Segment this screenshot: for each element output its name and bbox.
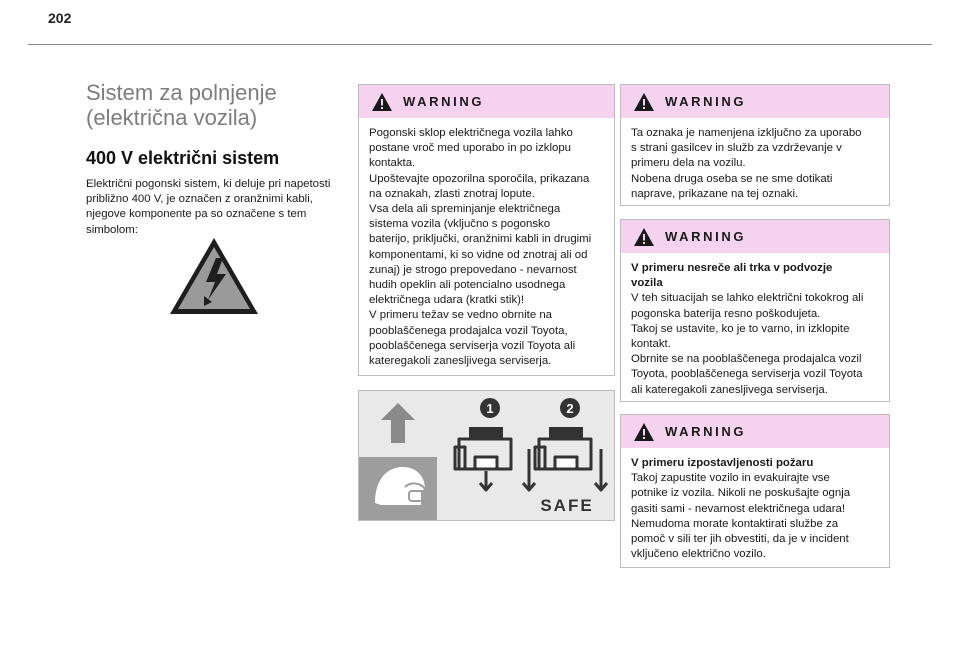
- warning-header: [621, 415, 889, 448]
- warning-triangle-icon: [633, 422, 655, 442]
- warning-box-hot-powertrain: [358, 84, 615, 376]
- step-1-number: 1: [486, 401, 494, 416]
- subsection-title: 400 V električni sistem: [86, 148, 280, 168]
- warning-triangle-icon: [371, 92, 393, 112]
- text-line: Takoj se ustavite, ko je to varno, in izklopite: [631, 322, 850, 335]
- safe-label: SAFE: [540, 496, 594, 515]
- text-line: pomoč v sili ter jih obvestiti, da je v incident: [631, 533, 849, 546]
- warning-heading-line: vozila: [631, 277, 663, 290]
- text-line: V teh situacijah se lahko električni tokokrog ali: [631, 292, 864, 305]
- warning-triangle-icon: [633, 92, 655, 112]
- warning-heading-line: V primeru nesreče ali trka v podvozje: [631, 262, 833, 274]
- text-line: zunaj) je strogo prepovedano - nevarnost: [369, 263, 577, 276]
- text-line: gasiti sami - nevarnost električnega udara!: [631, 502, 845, 515]
- warning-box-fire: [620, 414, 890, 568]
- text-line: električnega udara (kratki stik)!: [369, 294, 525, 307]
- disconnect-diagram: [359, 391, 615, 521]
- section-intro: [86, 80, 341, 238]
- warning-header: [621, 85, 889, 118]
- warning-box-accident: [620, 219, 890, 402]
- text-line: Nobena druga oseba se ne sme dotikati: [631, 172, 833, 185]
- text-line: Obrnite se na pooblaščenega prodajalca vozil: [631, 353, 862, 366]
- text-line: kateregakoli zanesljivega serviserja.: [369, 355, 552, 368]
- text-line: s strani gasilcev in služb za vzdrževanje v: [631, 142, 842, 155]
- text-line: pogonska baterija resno poškodujeta.: [631, 307, 821, 320]
- text-line: Nemudoma morate kontaktirati službe za: [631, 517, 839, 530]
- text-line: ali kateregakoli zanesljivega serviserja.: [631, 383, 828, 396]
- warning-box-firefighter-label: [620, 84, 890, 206]
- text-line: kontakt.: [631, 338, 671, 351]
- warning-text: [621, 448, 889, 568]
- text-line: na oznakah, zlasti znotraj lopute.: [369, 187, 535, 200]
- text-line: pooblaščenega serviserja vozil Toyota ali: [369, 339, 576, 352]
- text-line: vključeno električno vozilo.: [631, 548, 766, 561]
- text-line: pooblaščenega prodajalca vozil Toyota,: [369, 324, 568, 337]
- warning-label: WARNING: [665, 94, 747, 109]
- warning-heading-line: V primeru izpostavljenosti požaru: [631, 457, 814, 469]
- intro-line: približno 400 V, je označen z oranžnimi kabli,: [86, 193, 313, 206]
- text-line: baterijo, priključki, oranžnimi kabli in drugimi: [369, 233, 592, 246]
- step-2-number: 2: [566, 401, 574, 416]
- text-line: primeru dela na vozilu.: [631, 157, 746, 170]
- intro-paragraph: [86, 177, 341, 238]
- step-2-badge: [560, 398, 580, 418]
- warning-text: [621, 253, 889, 404]
- intro-line: Električni pogonski sistem, ki deluje pri napetosti: [86, 178, 331, 190]
- page-number: 202: [48, 10, 72, 26]
- warning-label: WARNING: [665, 229, 747, 244]
- text-line: postane vroč med uporabo in po izklopu: [369, 142, 571, 155]
- warning-triangle-icon: [633, 227, 655, 247]
- high-voltage-warning-icon: [168, 236, 260, 316]
- text-line: Ta oznaka je namenjena izključno za uporabo: [631, 127, 862, 139]
- text-line: V primeru težav se vedno obrnite na: [369, 309, 552, 322]
- section-title: [86, 80, 341, 130]
- warning-label: WARNING: [665, 424, 747, 439]
- step-1-badge: [480, 398, 500, 418]
- warning-label: WARNING: [403, 94, 485, 109]
- intro-line: simbolom:: [86, 223, 138, 236]
- warning-header: [359, 85, 614, 118]
- top-rule: [28, 44, 932, 45]
- text-line: Pogonski sklop električnega vozila lahko: [369, 127, 573, 139]
- text-line: sistema vozila (vključno s pogonsko: [369, 218, 551, 231]
- intro-line: njegove komponente pa so označene s tem: [86, 208, 307, 221]
- warning-header: [621, 220, 889, 253]
- warning-text: [359, 118, 614, 375]
- section-title-line-1: Sistem za polnjenje: [86, 80, 277, 105]
- text-line: potnike iz vozila. Nikoli ne poskušajte ognja: [631, 487, 851, 500]
- warning-text: [621, 118, 889, 208]
- text-line: hudih opeklin ali potencialno usodnega: [369, 279, 566, 292]
- text-line: kontakta.: [369, 157, 416, 170]
- section-title-line-2: (električna vozila): [86, 105, 258, 130]
- firefighter-disconnect-label-illustration: [358, 390, 615, 521]
- text-line: Vsa dela ali spreminjanje električnega: [369, 203, 561, 216]
- text-line: Takoj zapustite vozilo in evakuirajte vse: [631, 472, 830, 485]
- text-line: Upoštevajte opozorilna sporočila, prikazana: [369, 172, 590, 185]
- text-line: komponentami, ki so vidne od znotraj ali od: [369, 248, 588, 261]
- text-line: naprave, prikazane na tej oznaki.: [631, 187, 799, 200]
- text-line: Toyota, pooblaščenega serviserja vozil Toyota: [631, 368, 863, 381]
